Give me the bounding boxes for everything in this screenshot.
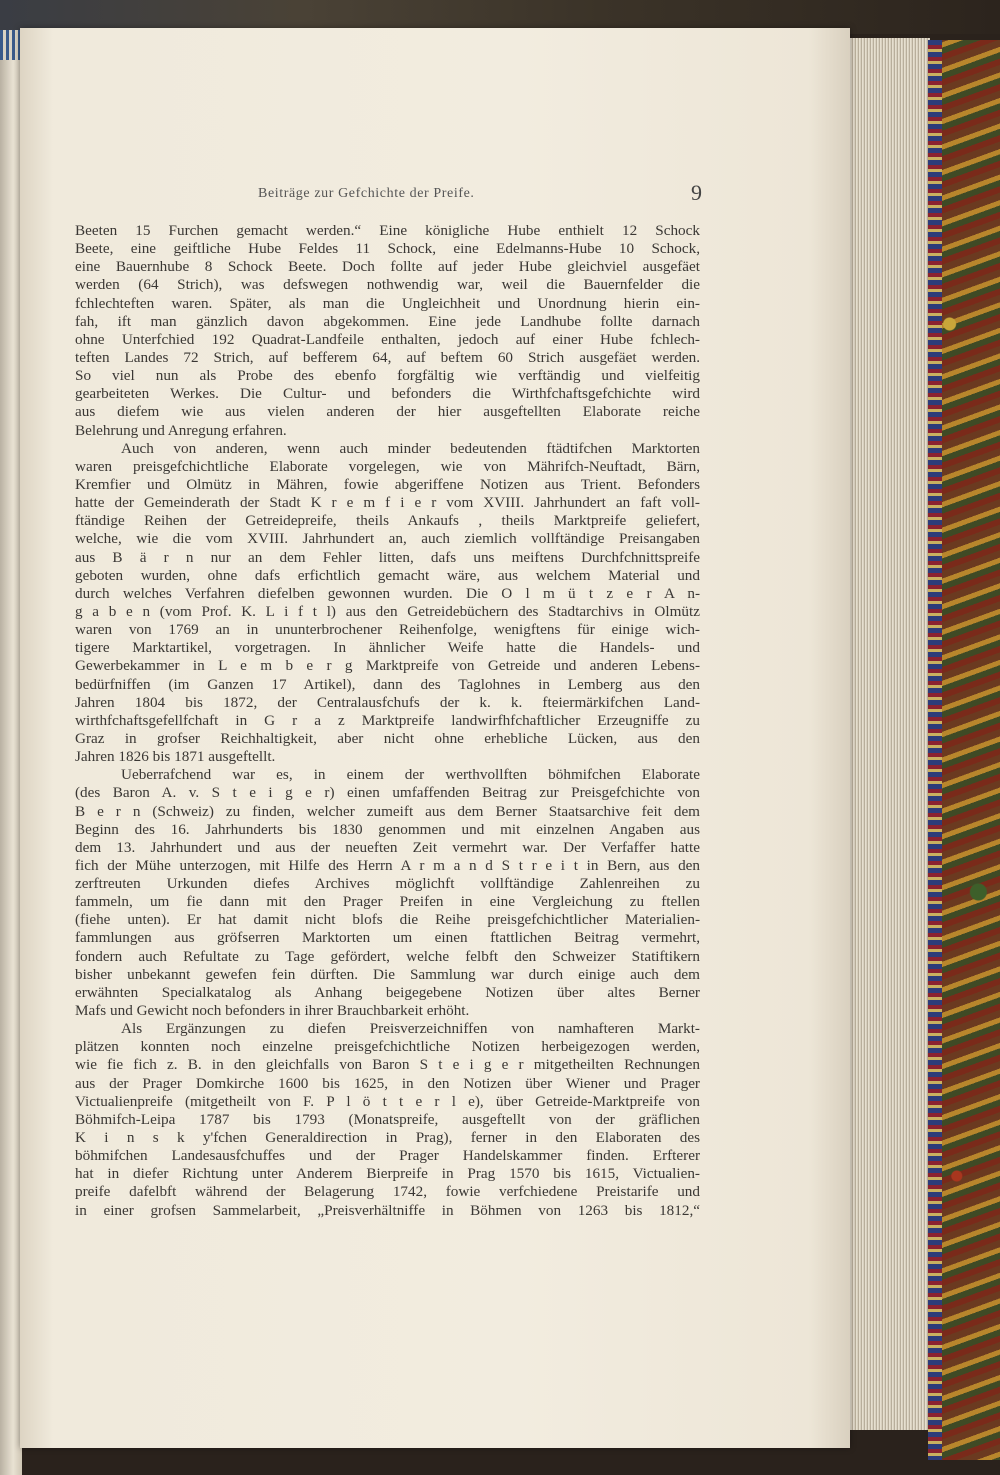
text-line: aus der Prager Domkirche 1600 bis 1625, in den Notizen über Wiener und Prager bbox=[75, 1074, 700, 1092]
text-line: Kremfier und Olmütz in Mähren, fowie abgeriffene Notizen aus Trient. Befonders bbox=[75, 475, 700, 493]
text-line: Graz in grofser Reichhaltigkeit, aber nicht ohne erhebliche Lücken, aus den bbox=[75, 729, 700, 747]
text-line: preife dafelbft während der Belagerung 1742, fowie verfchiedene Preistarife und bbox=[75, 1183, 700, 1201]
text-line: (des Baron A. v. S t e i g e r) einen umfaffenden Beitrag zur Preisgefchichte von bbox=[75, 784, 700, 802]
text-line: Beginn des 16. Jahrhunderts bis 1830 genommen und mit einzelnen Angaben aus bbox=[75, 820, 700, 838]
text-line: hatte der Gemeinderath der Stadt K r e m f i e r vom XVIII. Jahrhundert an faft voll- bbox=[75, 494, 700, 512]
text-line: Als Ergänzungen zu diefen Preisverzeichniffen von namhafteren Markt- bbox=[121, 1020, 700, 1038]
text-line: werden (64 Strich), was defswegen nothwendig war, weil die Bauernfelder die bbox=[75, 276, 700, 294]
text-line: erwähnten Specialkatalog als Anhang beigegebene Notizen über altes Berner bbox=[75, 983, 700, 1001]
text-line: K i n s k y'fchen Generaldirection in Prag), ferner in den Elaboraten des bbox=[75, 1129, 700, 1147]
text-line: So viel nun als Probe des ebenfo forgfältig wie verftändig und vielfeitig bbox=[75, 367, 700, 385]
text-line: ohne Unterfchied 192 Quadrat-Landfeile enthalten, jedoch auf einer Hube fchlech- bbox=[75, 330, 700, 348]
text-line: (fiehe unten). Er hat damit nicht blofs die Reihe preisgefchichtlicher Materialien- bbox=[75, 911, 700, 929]
text-line: eine Bauernhube 8 Schock Beete. Doch follte auf jeder Hube gleichviel ausgefäet bbox=[75, 258, 700, 276]
text-line: Beete, eine geiftliche Hube Feldes 11 Schock, eine Edelmanns-Hube 10 Schock, bbox=[75, 240, 700, 258]
binding-thread bbox=[0, 30, 22, 60]
text-line: ftändige Reihen der Getreidepreife, theils Ankaufs , theils Marktpreife geliefert, bbox=[75, 512, 700, 530]
text-line: wirthfchaftsgefellfchaft in G r a z Marktpreife landwirfhfchaftlicher Erzeugniffe zu bbox=[75, 711, 700, 729]
text-line: geboten wurden, ohne dafs erfichtlich gemacht wäre, aus welchem Material und bbox=[75, 566, 700, 584]
text-line: aus B ä r n nur an dem Fehler litten, dafs uns meiftens Durchfchnittspreife bbox=[75, 548, 700, 566]
running-head bbox=[258, 180, 708, 204]
text-line: waren von 1769 an in ununterbrochener Reihenfolge, wenigftens für einige wich- bbox=[75, 621, 700, 639]
text-line: fich der Mühe unterzogen, mit Hilfe des Herrn A r m a n d S t r e i t in Bern, aus den bbox=[75, 856, 700, 874]
text-line: B e r n (Schweiz) zu finden, welcher zumeift aus dem Berner Staatsarchive feit dem bbox=[75, 802, 700, 820]
text-line: welche, wie die vom XVIII. Jahrhundert an, auch ziemlich vollftändige Preisangaben bbox=[75, 530, 700, 548]
text-line: böhmifchen Landesausfchuffes und der Prager Handelskammer finden. Erfterer bbox=[75, 1147, 700, 1165]
page-stack-edges bbox=[848, 38, 930, 1430]
text-line: plätzen konnten noch einzelne preisgefchichtliche Notizen herbeigezogen werden, bbox=[75, 1038, 700, 1056]
running-title: Beiträge zur Gefchichte der Preife. bbox=[258, 186, 475, 201]
text-line: hat in diefer Richtung unter Anderem Bierpreife in Prag 1570 bis 1615, Victualien- bbox=[75, 1165, 700, 1183]
text-line: Victualienpreife (mitgetheilt von F. P l ö t t e r l e), über Getreide-Marktpreife von bbox=[75, 1092, 700, 1110]
text-line: tigere Marktartikel, vorgetragen. In ähnlicher Weife hatte die Handels- und bbox=[75, 639, 700, 657]
marbled-endpaper bbox=[928, 40, 942, 1460]
page-number: 9 bbox=[691, 180, 702, 205]
text-line: bisher unbekannt gewefen fein dürften. Die Sammlung war durch einige auch dem bbox=[75, 965, 700, 983]
text-line: teften Landes 72 Strich, auf befferem 64, auf beftem 60 Strich ausgefäet werden. bbox=[75, 348, 700, 366]
text-line: Mafs und Gewicht noch befonders in ihrer Brauchbarkeit erhöht. bbox=[75, 1002, 470, 1020]
facing-page-edge bbox=[0, 30, 22, 1475]
text-line: Jahren 1804 bis 1872, der Centralausfchufs der k. k. fteiermärkifchen Land- bbox=[75, 693, 700, 711]
text-line: Ueberrafchend war es, in einem der werthvollften böhmifchen Elaborate bbox=[121, 766, 700, 784]
body-text bbox=[75, 222, 700, 1220]
text-line: in einer grofsen Sammelarbeit, „Preisverhältniffe in Böhmen von 1263 bis 1812,“ bbox=[75, 1201, 700, 1219]
text-line: Beeten 15 Furchen gemacht werden.“ Eine königliche Hube enthielt 12 Schock bbox=[75, 222, 700, 239]
text-line: fondern auch Refultate zu Tage gefördert, welche felbft den Schweizer Statiftikern bbox=[75, 947, 700, 965]
text-line: fammeln, um fie dann mit den Prager Preifen in eine Vergleichung zu ftellen bbox=[75, 893, 700, 911]
text-line: Belehrung und Anregung erfahren. bbox=[75, 421, 287, 439]
text-line: Auch von anderen, wenn auch minder bedeutenden ftädtifchen Marktorten bbox=[121, 439, 700, 457]
text-line: Jahren 1826 bis 1871 ausgeftellt. bbox=[75, 748, 276, 766]
text-line: dem 13. Jahrhundert und aus der neueften Zeit vermehrt war. Der Verfaffer hatte bbox=[75, 838, 700, 856]
text-line: gearbeiteten Werkes. Die Cultur- und befonders die Wirthfchaftsgefchichte wird bbox=[75, 385, 700, 403]
text-line: fammlungen aus gröfserren Marktorten um einen ftattlichen Beitrag vermehrt, bbox=[75, 929, 700, 947]
text-line: bedürfniffen (im Ganzen 17 Artikel), dann des Taglohnes in Lemberg aus den bbox=[75, 675, 700, 693]
text-line: durch welches Verfahren diefelben gewonnen wurden. Die O l m ü t z e r A n- bbox=[75, 584, 700, 602]
text-line: zerftreuten Urkunden diefes Archives möglichft vollftändige Zahlenreihen zu bbox=[75, 875, 700, 893]
text-line: wie fie fich z. B. in den gleichfalls von Baron S t e i g e r mitgetheilten Rechnungen bbox=[75, 1056, 700, 1074]
text-line: aus diefem wie aus vielen anderen der hier ausgeftellten Elaborate reiche bbox=[75, 403, 700, 421]
text-line: Böhmifch-Leipa 1787 bis 1793 (Monatspreife, ausgeftellt von der gräflichen bbox=[75, 1110, 700, 1128]
text-line: Gewerbekammer in L e m b e r g Marktpreife von Getreide und anderen Lebens- bbox=[75, 657, 700, 675]
text-line: fah, ift man gänzlich davon abgekommen. Eine jede Landhube follte darnach bbox=[75, 312, 700, 330]
text-line: waren preisgefchichtliche Elaborate vorgelegen, wie von Mährifch-Neuftadt, Bärn, bbox=[75, 457, 700, 475]
text-line: g a b e n (vom Prof. K. L i f t l) aus den Getreidebüchern des Stadtarchivs in Olmütz bbox=[75, 602, 700, 620]
text-line: fchlechteften waren. Später, als man die Ungleichheit und Unordnung hierin ein- bbox=[75, 294, 700, 312]
